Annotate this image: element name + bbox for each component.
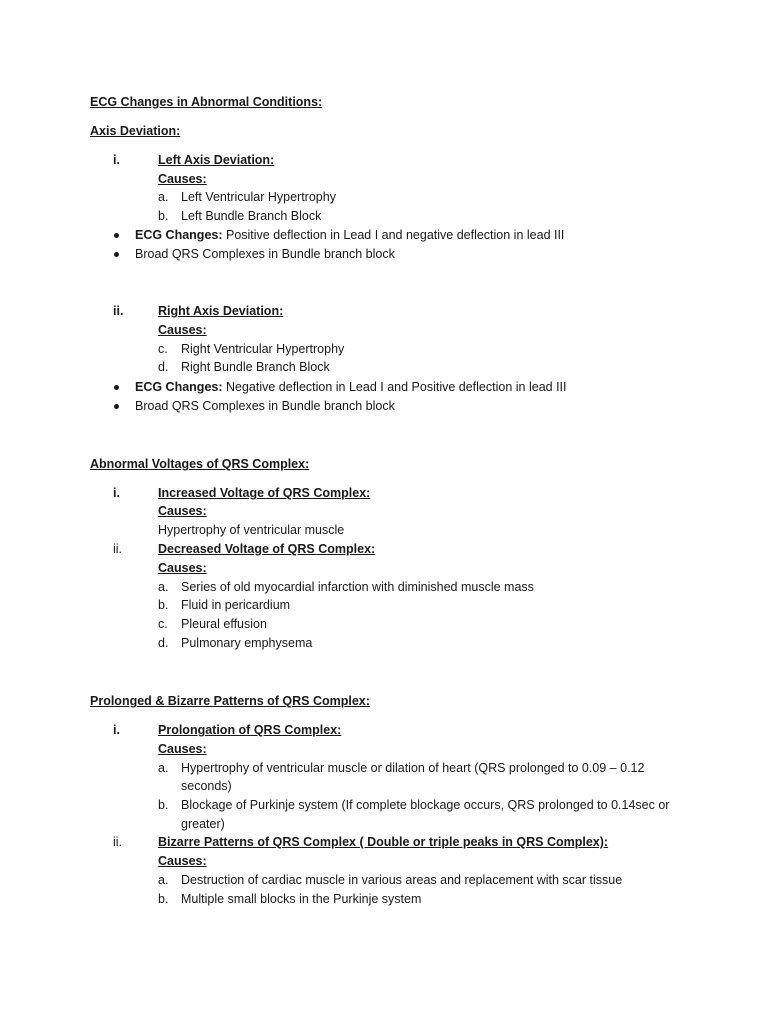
cause-text: Series of old myocardial infarction with diminished muscle mass <box>181 580 534 594</box>
cause-text: Right Ventricular Hypertrophy <box>181 342 345 356</box>
cause-marker: d. <box>158 636 169 650</box>
causes-label: Causes: <box>158 854 207 868</box>
item-title-right-axis-deviation: Right Axis Deviation: <box>158 304 284 318</box>
causes-label: Causes: <box>158 742 207 756</box>
cause-text: Fluid in pericardium <box>181 598 291 612</box>
cause-marker: d. <box>158 360 169 374</box>
cause-text: Destruction of cardiac muscle in various areas and replacement with scar tissue <box>181 873 623 887</box>
bullet-item <box>135 227 564 243</box>
bullet-icon <box>114 404 119 409</box>
bullet-item <box>135 379 567 395</box>
item-title-prolongation: Prolongation of QRS Complex: <box>158 723 342 737</box>
bullet-label: ECG Changes: <box>135 380 223 394</box>
item-numeral: ii. <box>113 835 123 849</box>
cause-text: Multiple small blocks in the Purkinje system <box>181 892 422 906</box>
cause-marker: a. <box>158 190 169 204</box>
causes-label: Causes: <box>158 561 207 575</box>
cause-marker: a. <box>158 580 169 594</box>
section-heading-abnormal-voltages: Abnormal Voltages of QRS Complex: <box>90 457 310 471</box>
cause-text: Right Bundle Branch Block <box>181 360 330 374</box>
bullet-label: ECG Changes: <box>135 228 223 242</box>
item-title-bizarre-patterns: Bizarre Patterns of QRS Complex ( Double or triple peaks in QRS Complex): <box>158 835 609 849</box>
cause-text: Hypertrophy of ventricular muscle or dilation of heart (QRS prolonged to 0.09 – 0.12 <box>181 761 645 775</box>
item-title-increased-voltage: Increased Voltage of QRS Complex: <box>158 486 371 500</box>
bullet-text: Positive deflection in Lead I and negative deflection in lead III <box>222 228 565 242</box>
cause-marker: a. <box>158 873 169 887</box>
item-numeral: i. <box>113 153 120 167</box>
cause-text: Left Bundle Branch Block <box>181 209 322 223</box>
cause-text: Pulmonary emphysema <box>181 636 313 650</box>
cause-text-continued: seconds) <box>181 779 232 793</box>
bullet-text: Broad QRS Complexes in Bundle branch block <box>135 399 395 413</box>
item-title-left-axis-deviation: Left Axis Deviation: <box>158 153 275 167</box>
cause-marker: b. <box>158 209 169 223</box>
cause-marker: c. <box>158 342 168 356</box>
causes-label: Causes: <box>158 172 207 186</box>
cause-text: Hypertrophy of ventricular muscle <box>158 523 345 537</box>
section-heading-prolonged-bizarre: Prolonged & Bizarre Patterns of QRS Complex: <box>90 694 370 708</box>
bullet-icon <box>114 252 119 257</box>
cause-text: Left Ventricular Hypertrophy <box>181 190 336 204</box>
document-title: ECG Changes in Abnormal Conditions: <box>90 95 323 109</box>
causes-label: Causes: <box>158 323 207 337</box>
item-numeral: i. <box>113 486 120 500</box>
item-numeral: i. <box>113 723 120 737</box>
cause-marker: b. <box>158 598 169 612</box>
bullet-icon <box>114 385 119 390</box>
section-heading-axis-deviation: Axis Deviation: <box>90 124 181 138</box>
cause-marker: a. <box>158 761 169 775</box>
cause-marker: b. <box>158 798 169 812</box>
item-title-decreased-voltage: Decreased Voltage of QRS Complex: <box>158 542 376 556</box>
bullet-text: Negative deflection in Lead I and Positive deflection in lead III <box>222 380 567 394</box>
cause-text: Pleural effusion <box>181 617 267 631</box>
cause-text-continued: greater) <box>181 817 225 831</box>
bullet-icon <box>114 233 119 238</box>
bullet-text: Broad QRS Complexes in Bundle branch block <box>135 247 395 261</box>
causes-label: Causes: <box>158 504 207 518</box>
item-numeral: ii. <box>113 304 124 318</box>
item-numeral: ii. <box>113 542 123 556</box>
cause-text: Blockage of Purkinje system (If complete blockage occurs, QRS prolonged to 0.14sec or <box>181 798 670 812</box>
cause-marker: c. <box>158 617 168 631</box>
cause-marker: b. <box>158 892 169 906</box>
